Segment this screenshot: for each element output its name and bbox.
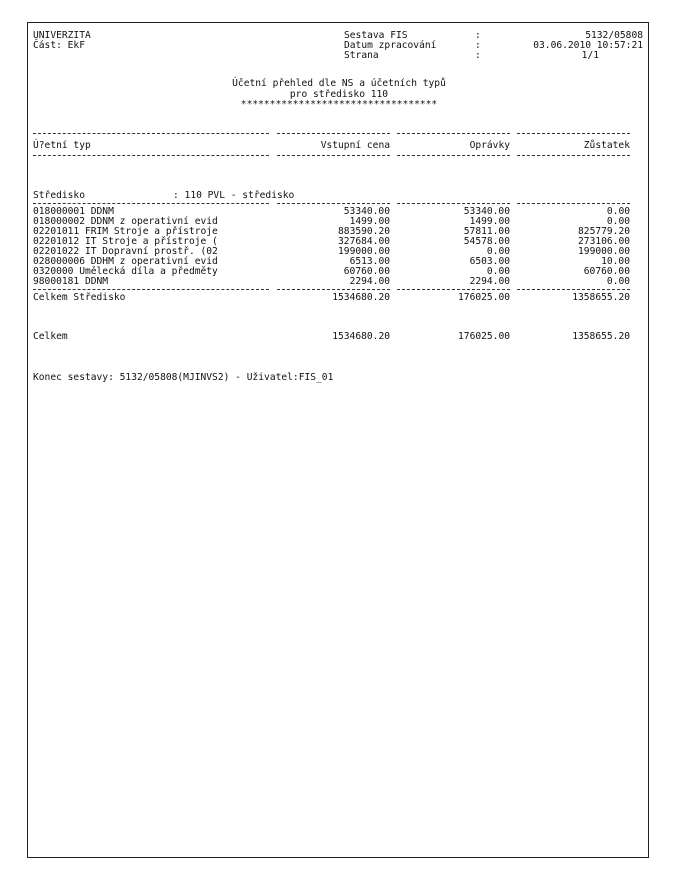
row-type: 028000006 DDHM z operativní evid <box>33 256 218 267</box>
meta-sep-date: : <box>475 40 481 51</box>
total-label: Celkem <box>33 331 68 342</box>
subtotal-balance: 1358655.20 <box>572 292 630 303</box>
divider <box>517 155 630 156</box>
total-input-price: 1534680.20 <box>332 331 390 342</box>
row-input-price: 2294.00 <box>349 276 390 287</box>
row-input-price: 60760.00 <box>343 266 390 277</box>
meta-value-page: 1/1 <box>581 50 599 61</box>
report-title: Účetní přehled dle NS a účetních typů <box>232 78 446 89</box>
row-input-price: 53340.00 <box>343 206 390 217</box>
row-depreciation: 2294.00 <box>469 276 510 287</box>
divider <box>277 289 390 290</box>
row-type: 0320000 Umělecká díla a předměty <box>33 266 218 277</box>
meta-label-date: Datum zpracování <box>344 40 437 51</box>
row-type: 02201012 IT Stroje a přístroje ( <box>33 236 218 247</box>
row-depreciation: 0.00 <box>486 266 510 277</box>
divider <box>517 289 630 290</box>
column-header-balance: Zůstatek <box>583 140 630 151</box>
row-balance: 273106.00 <box>578 236 630 247</box>
meta-value-date: 03.06.2010 10:57:21 <box>533 40 643 51</box>
column-header-depreciation: Oprávky <box>469 140 510 151</box>
row-depreciation: 53340.00 <box>463 206 510 217</box>
subtotal-input-price: 1534680.20 <box>332 292 390 303</box>
row-balance: 199000.00 <box>578 246 630 257</box>
divider <box>397 133 510 134</box>
divider <box>517 203 630 204</box>
row-type: 018000002 DDNM z operativní evid <box>33 216 218 227</box>
row-depreciation: 57811.00 <box>463 226 510 237</box>
meta-label-report: Sestava FIS <box>344 30 408 41</box>
report-subtitle: pro středisko 110 <box>289 89 389 100</box>
divider <box>277 133 390 134</box>
org-name: UNIVERZITA <box>33 30 91 41</box>
subtotal-label: Celkem Středisko <box>33 292 126 303</box>
row-balance: 10.00 <box>601 256 630 267</box>
row-type: 02201011 FRIM Stroje a přístroje <box>33 226 218 237</box>
meta-sep-page: : <box>475 50 481 61</box>
divider <box>33 155 269 156</box>
part-label: Část: EkF <box>33 40 85 51</box>
divider <box>277 155 390 156</box>
row-input-price: 199000.00 <box>338 246 390 257</box>
meta-label-page: Strana <box>344 50 379 61</box>
divider <box>33 289 269 290</box>
row-balance: 60760.00 <box>583 266 630 277</box>
report-page <box>27 22 649 858</box>
subtotal-depreciation: 176025.00 <box>458 292 510 303</box>
divider <box>397 289 510 290</box>
divider <box>517 133 630 134</box>
row-input-price: 1499.00 <box>349 216 390 227</box>
divider <box>33 133 269 134</box>
row-type: 018000001 DDNM <box>33 206 114 217</box>
divider <box>33 203 269 204</box>
total-depreciation: 176025.00 <box>458 331 510 342</box>
row-input-price: 6513.00 <box>349 256 390 267</box>
row-input-price: 327684.00 <box>338 236 390 247</box>
column-header-type: Ú?etní typ <box>33 140 91 151</box>
row-depreciation: 54578.00 <box>463 236 510 247</box>
column-header-input-price: Vstupní cena <box>320 140 390 151</box>
row-balance: 0.00 <box>606 206 630 217</box>
meta-value-report: 5132/05808 <box>585 30 643 41</box>
title-underline-stars: ********************************** <box>240 99 438 110</box>
row-type: 02201022 IT Dopravní prostř. (02 <box>33 246 218 257</box>
meta-sep-report: : <box>475 30 481 41</box>
report-footer: Konec sestavy: 5132/05808(MJINVS2) - Uživatel:FIS_01 <box>33 372 334 383</box>
total-balance: 1358655.20 <box>572 331 630 342</box>
row-depreciation: 1499.00 <box>469 216 510 227</box>
row-balance: 0.00 <box>606 276 630 287</box>
divider <box>397 203 510 204</box>
row-balance: 0.00 <box>606 216 630 227</box>
row-balance: 825779.20 <box>578 226 630 237</box>
row-depreciation: 6503.00 <box>469 256 510 267</box>
center-label: Středisko <box>33 190 85 201</box>
divider <box>397 155 510 156</box>
divider <box>277 203 390 204</box>
row-input-price: 883590.20 <box>338 226 390 237</box>
center-value: : 110 PVL - středisko <box>173 190 295 201</box>
row-depreciation: 0.00 <box>486 246 510 257</box>
row-type: 98000181 DDNM <box>33 276 109 287</box>
